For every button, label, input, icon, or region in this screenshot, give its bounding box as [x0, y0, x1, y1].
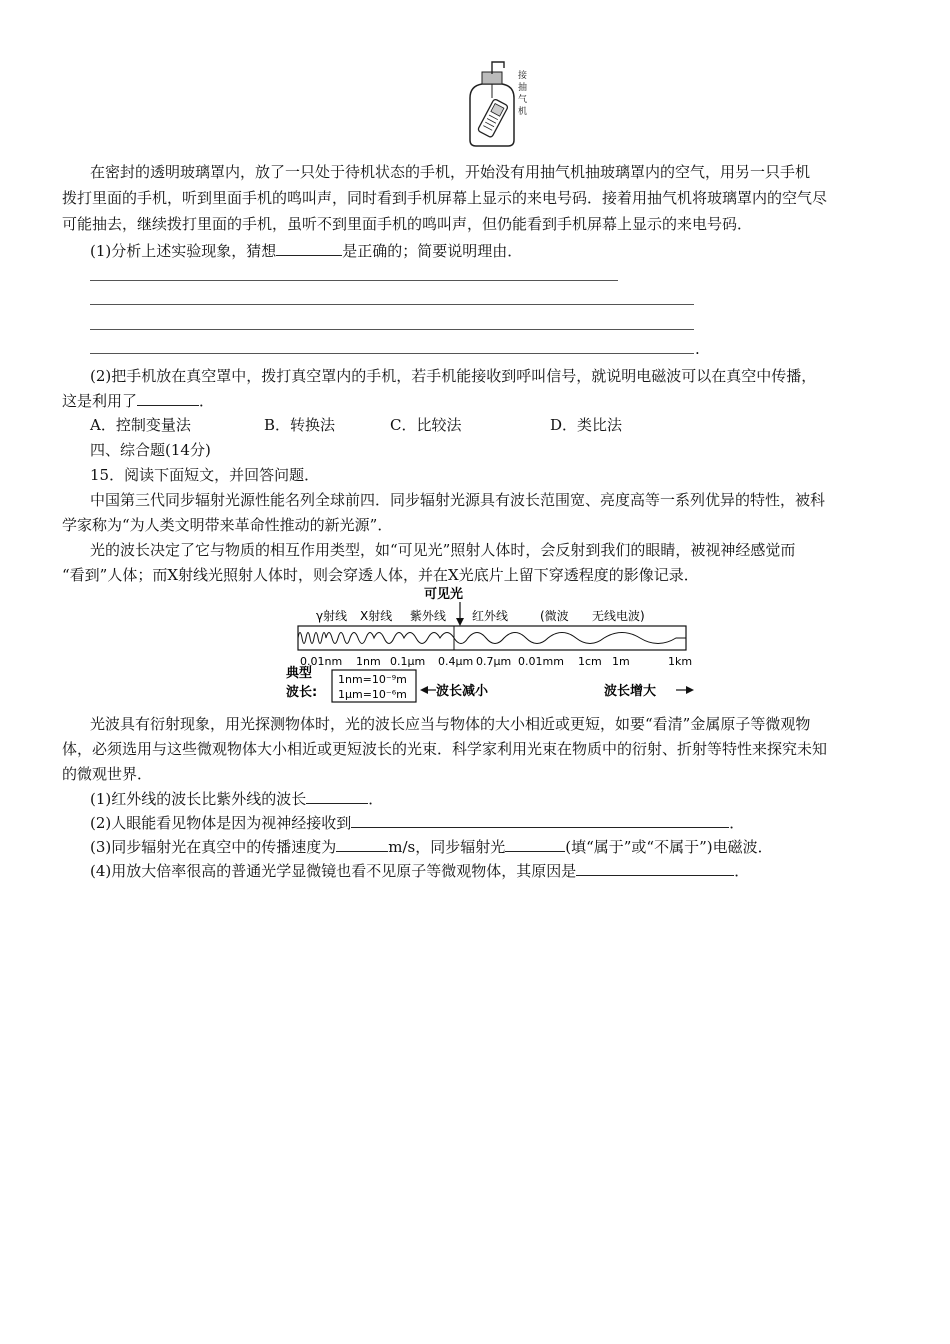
wavelength-tick: 0.01mm: [518, 655, 564, 668]
bottle-label-char: 接: [518, 71, 528, 81]
unit-note: 1nm=10⁻⁹m: [338, 673, 407, 686]
sub-question-3: [90, 836, 773, 858]
question-text: (3)同步辐射光在真空中的传播速度为: [90, 838, 337, 856]
question-text: 这是利用了: [62, 392, 138, 410]
bottle-with-phone-figure: [462, 56, 532, 148]
answer-blank[interactable]: [336, 836, 388, 852]
choices: [90, 414, 622, 436]
band-label: 紫外线: [410, 609, 447, 623]
answer-line[interactable]: [90, 280, 618, 281]
answer-line[interactable]: [90, 304, 694, 305]
unit-note: 1μm=10⁻⁶m: [338, 688, 407, 701]
period: .: [695, 340, 700, 358]
paragraph-line: “看到”人体；而Χ射线光照射人体时，则会穿透人体，并在Χ光底片上留下穿透程度的影像记录．: [62, 566, 699, 584]
band-label: γ射线: [316, 609, 348, 623]
paragraph-line: 中国第三代同步辐射光源性能名列全球前四．同步辐射光源具有波长范围宽、亮度高等一系列优异的特性，被科: [90, 491, 826, 509]
band-label: 红外线: [472, 609, 509, 623]
wavelength-tick: 0.1μm: [390, 655, 426, 668]
wavelength-tick: 1cm: [578, 655, 602, 668]
question-text: m/s，同步辐射光: [388, 838, 506, 856]
answer-line[interactable]: [90, 329, 694, 330]
paragraph-line: 体，必须选用与这些微观物体大小相近或更短波长的光束．科学家利用光束在物质中的衍射、折射等特性来探究未知: [62, 740, 828, 758]
paragraph-line: 学家称为“为人类文明带来革命性推动的新光源”．: [62, 516, 393, 534]
increasing-label: 波长增大: [604, 684, 657, 699]
choice-d[interactable]: D．类比法: [550, 416, 623, 434]
question-1: [90, 240, 522, 262]
paragraph-line: 在密封的透明玻璃罩内，放了一只处于待机状态的手机，开始没有用抽气机抽玻璃罩内的空气，用另一只手机: [90, 163, 811, 181]
choice-a[interactable]: A．控制变量法: [90, 416, 191, 434]
answer-line[interactable]: [90, 353, 694, 354]
answer-blank[interactable]: [276, 240, 342, 256]
wavelength-tick: 1km: [668, 655, 693, 668]
em-spectrum-figure: [286, 586, 696, 704]
question-text: (1)分析上述实验现象，猜想: [90, 242, 277, 260]
section-heading: 四、综合题(14分): [90, 441, 211, 459]
answer-blank[interactable]: [351, 812, 729, 828]
visible-light-label: 可见光: [424, 587, 464, 602]
question-2: (2)把手机放在真空罩中，拨打真空罩内的手机，若手机能接收到呼叫信号，就说明电磁波可以在真空中传播，: [90, 367, 817, 385]
answer-blank[interactable]: [137, 390, 199, 406]
bottle-label-char: 机: [518, 107, 528, 117]
question-text: ．: [734, 862, 750, 880]
question-text: (填“属于”或“不属于”)电磁波．: [565, 838, 773, 856]
paragraph-line: 可能抽去，继续拨打里面的手机，虽听不到里面手机的鸣叫声，但仍能看到手机屏幕上显示的来电号码．: [62, 215, 753, 233]
choice-c[interactable]: C．比较法: [390, 416, 462, 434]
decreasing-label: 波长减小: [436, 684, 489, 699]
question-text: ．: [368, 790, 384, 808]
wave-path: [298, 633, 686, 644]
paragraph-line: 光的波长决定了它与物质的相互作用类型，如“可见光”照射人体时，会反射到我们的眼睛，被视神经感觉而: [90, 541, 796, 559]
paragraph-line: 拨打里面的手机，听到里面手机的鸣叫声，同时看到手机屏幕上显示的来电号码．接着用抽气机将玻璃罩内的空气尽: [62, 189, 828, 207]
question-text: (1)红外线的波长比紫外线的波长: [90, 790, 307, 808]
answer-blank[interactable]: [306, 788, 368, 804]
answer-blank[interactable]: [505, 836, 565, 852]
sub-question-1: [90, 788, 383, 810]
answer-blank[interactable]: [576, 860, 734, 876]
bottle-label-char: 气: [518, 95, 528, 105]
band-label: X射线: [360, 609, 393, 623]
choice-b[interactable]: B．转换法: [264, 416, 336, 434]
band-label: (微波: [540, 609, 569, 623]
question-text: (4)用放大倍率很高的普通光学显微镜也看不见原子等微观物体，其原因是: [90, 862, 577, 880]
question-text: ．: [199, 392, 215, 410]
typical-label: 典型: [286, 666, 313, 681]
paragraph-line: 的微观世界．: [62, 765, 153, 783]
typical-label: 波长:: [286, 685, 318, 700]
question-2-line2: [62, 390, 214, 412]
question-text: ．: [729, 814, 745, 832]
wavelength-tick: 1m: [612, 655, 630, 668]
sub-question-2: [90, 812, 744, 834]
question-15-title: 15．阅读下面短文，并回答问题．: [90, 466, 320, 484]
question-text: 是正确的；简要说明理由．: [342, 242, 523, 260]
wavelength-tick: 1nm: [356, 655, 381, 668]
sub-question-4: [90, 860, 749, 882]
band-label: 无线电波): [592, 609, 645, 623]
question-text: (2)人眼能看见物体是因为视神经接收到: [90, 814, 352, 832]
wavelength-tick: 0.4μm: [438, 655, 474, 668]
bottle-label-char: 抽: [518, 83, 528, 93]
wavelength-tick: 0.01nm: [300, 655, 343, 668]
wavelength-tick: 0.7μm: [476, 655, 512, 668]
paragraph-line: 光波具有衍射现象，用光探测物体时，光的波长应当与物体的大小相近或更短，如要“看清”金属原子等微观物: [90, 715, 811, 733]
